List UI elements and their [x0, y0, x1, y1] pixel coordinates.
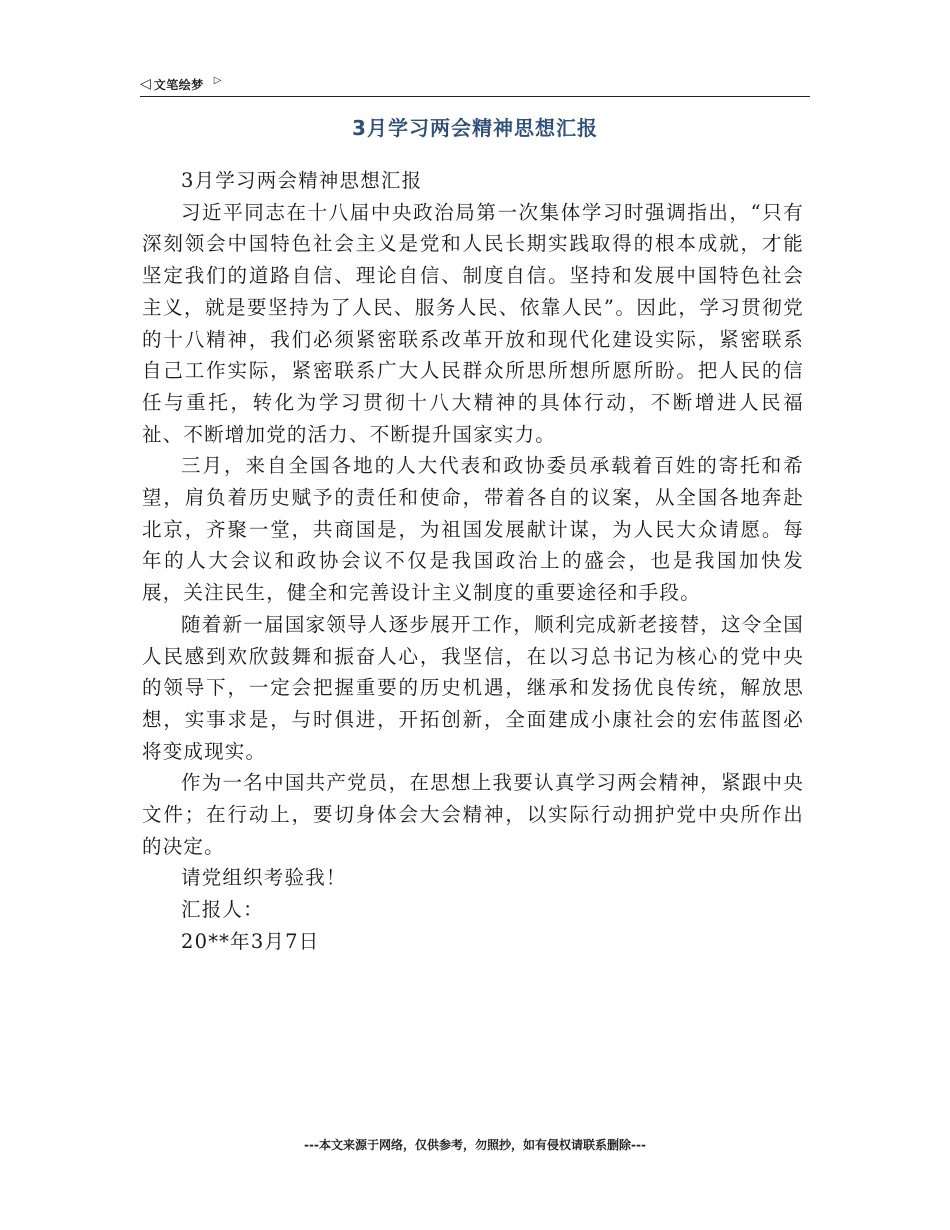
document-body: [142, 165, 804, 958]
page-header: [140, 72, 810, 97]
header-brand: 文笔绘梦: [153, 77, 204, 92]
triangle-left-icon: ◁: [140, 76, 151, 92]
paragraph-subtitle: 3月学习两会精神思想汇报: [181, 169, 423, 192]
triangle-right-icon: ▷: [213, 75, 222, 86]
paragraph-3: 随着新一届国家领导人逐步展开工作，顺利完成新老接替，这令全国人民感到欢欣鼓舞和振奋人心，我坚信，在以习总书记为核心的党中央的领导下，一定会把握重要的历史机遇，继承和发扬优良传统，解放思想，实事求是，与时俱进，开拓创新，全面建成小康社会的宏伟蓝图必将变成现实。: [142, 612, 804, 763]
closing-line: 请党组织考验我！: [181, 866, 347, 890]
paragraph-2: 三月，来自全国各地的人大代表和政协委员承载着百姓的寄托和希望，肩负着历史赋予的责任和使命，带着各自的议案，从全国各地奔赴北京，齐聚一堂，共商国是，为祖国发展献计谋，为人民大众请愿。每年的人大会议和政协会议不仅是我国政治上的盛会，也是我国加快发展，关注民生，健全和完善设计主义制度的重要途径和手段。: [142, 454, 804, 605]
page-footer-disclaimer: ---本文来源于网络，仅供参考，勿照抄，如有侵权请联系删除---: [304, 1138, 646, 1152]
reporter-line: 汇报人：: [181, 898, 264, 922]
paragraph-4: 作为一名中国共产党员，在思想上我要认真学习两会精神，紧跟中央文件；在行动上，要切身体会大会精神，以实际行动拥护党中央所作出的决定。: [142, 771, 804, 858]
paragraph-1: 习近平同志在十八届中央政治局第一次集体学习时强调指出，“只有深刻领会中国特色社会主义是党和人民长期实践取得的根本成就，才能坚定我们的道路自信、理论自信、制度自信。坚持和发展中国特色社会主义，就是要坚持为了人民、服务人民、依靠人民”。因此，学习贯彻党的十八精神，我们必须紧密联系改革开放和现代化建设实际，紧密联系自己工作实际，紧密联系广大人民群众所思所想所愿所盼。把人民的信任与重托，转化为学习贯彻十八大精神的具体行动，不断增进人民福祉、不断增加党的活力、不断提升国家实力。: [142, 200, 804, 446]
document-title: 3月学习两会精神思想汇报: [352, 116, 598, 140]
date-line: 20**年3月7日: [181, 929, 320, 953]
